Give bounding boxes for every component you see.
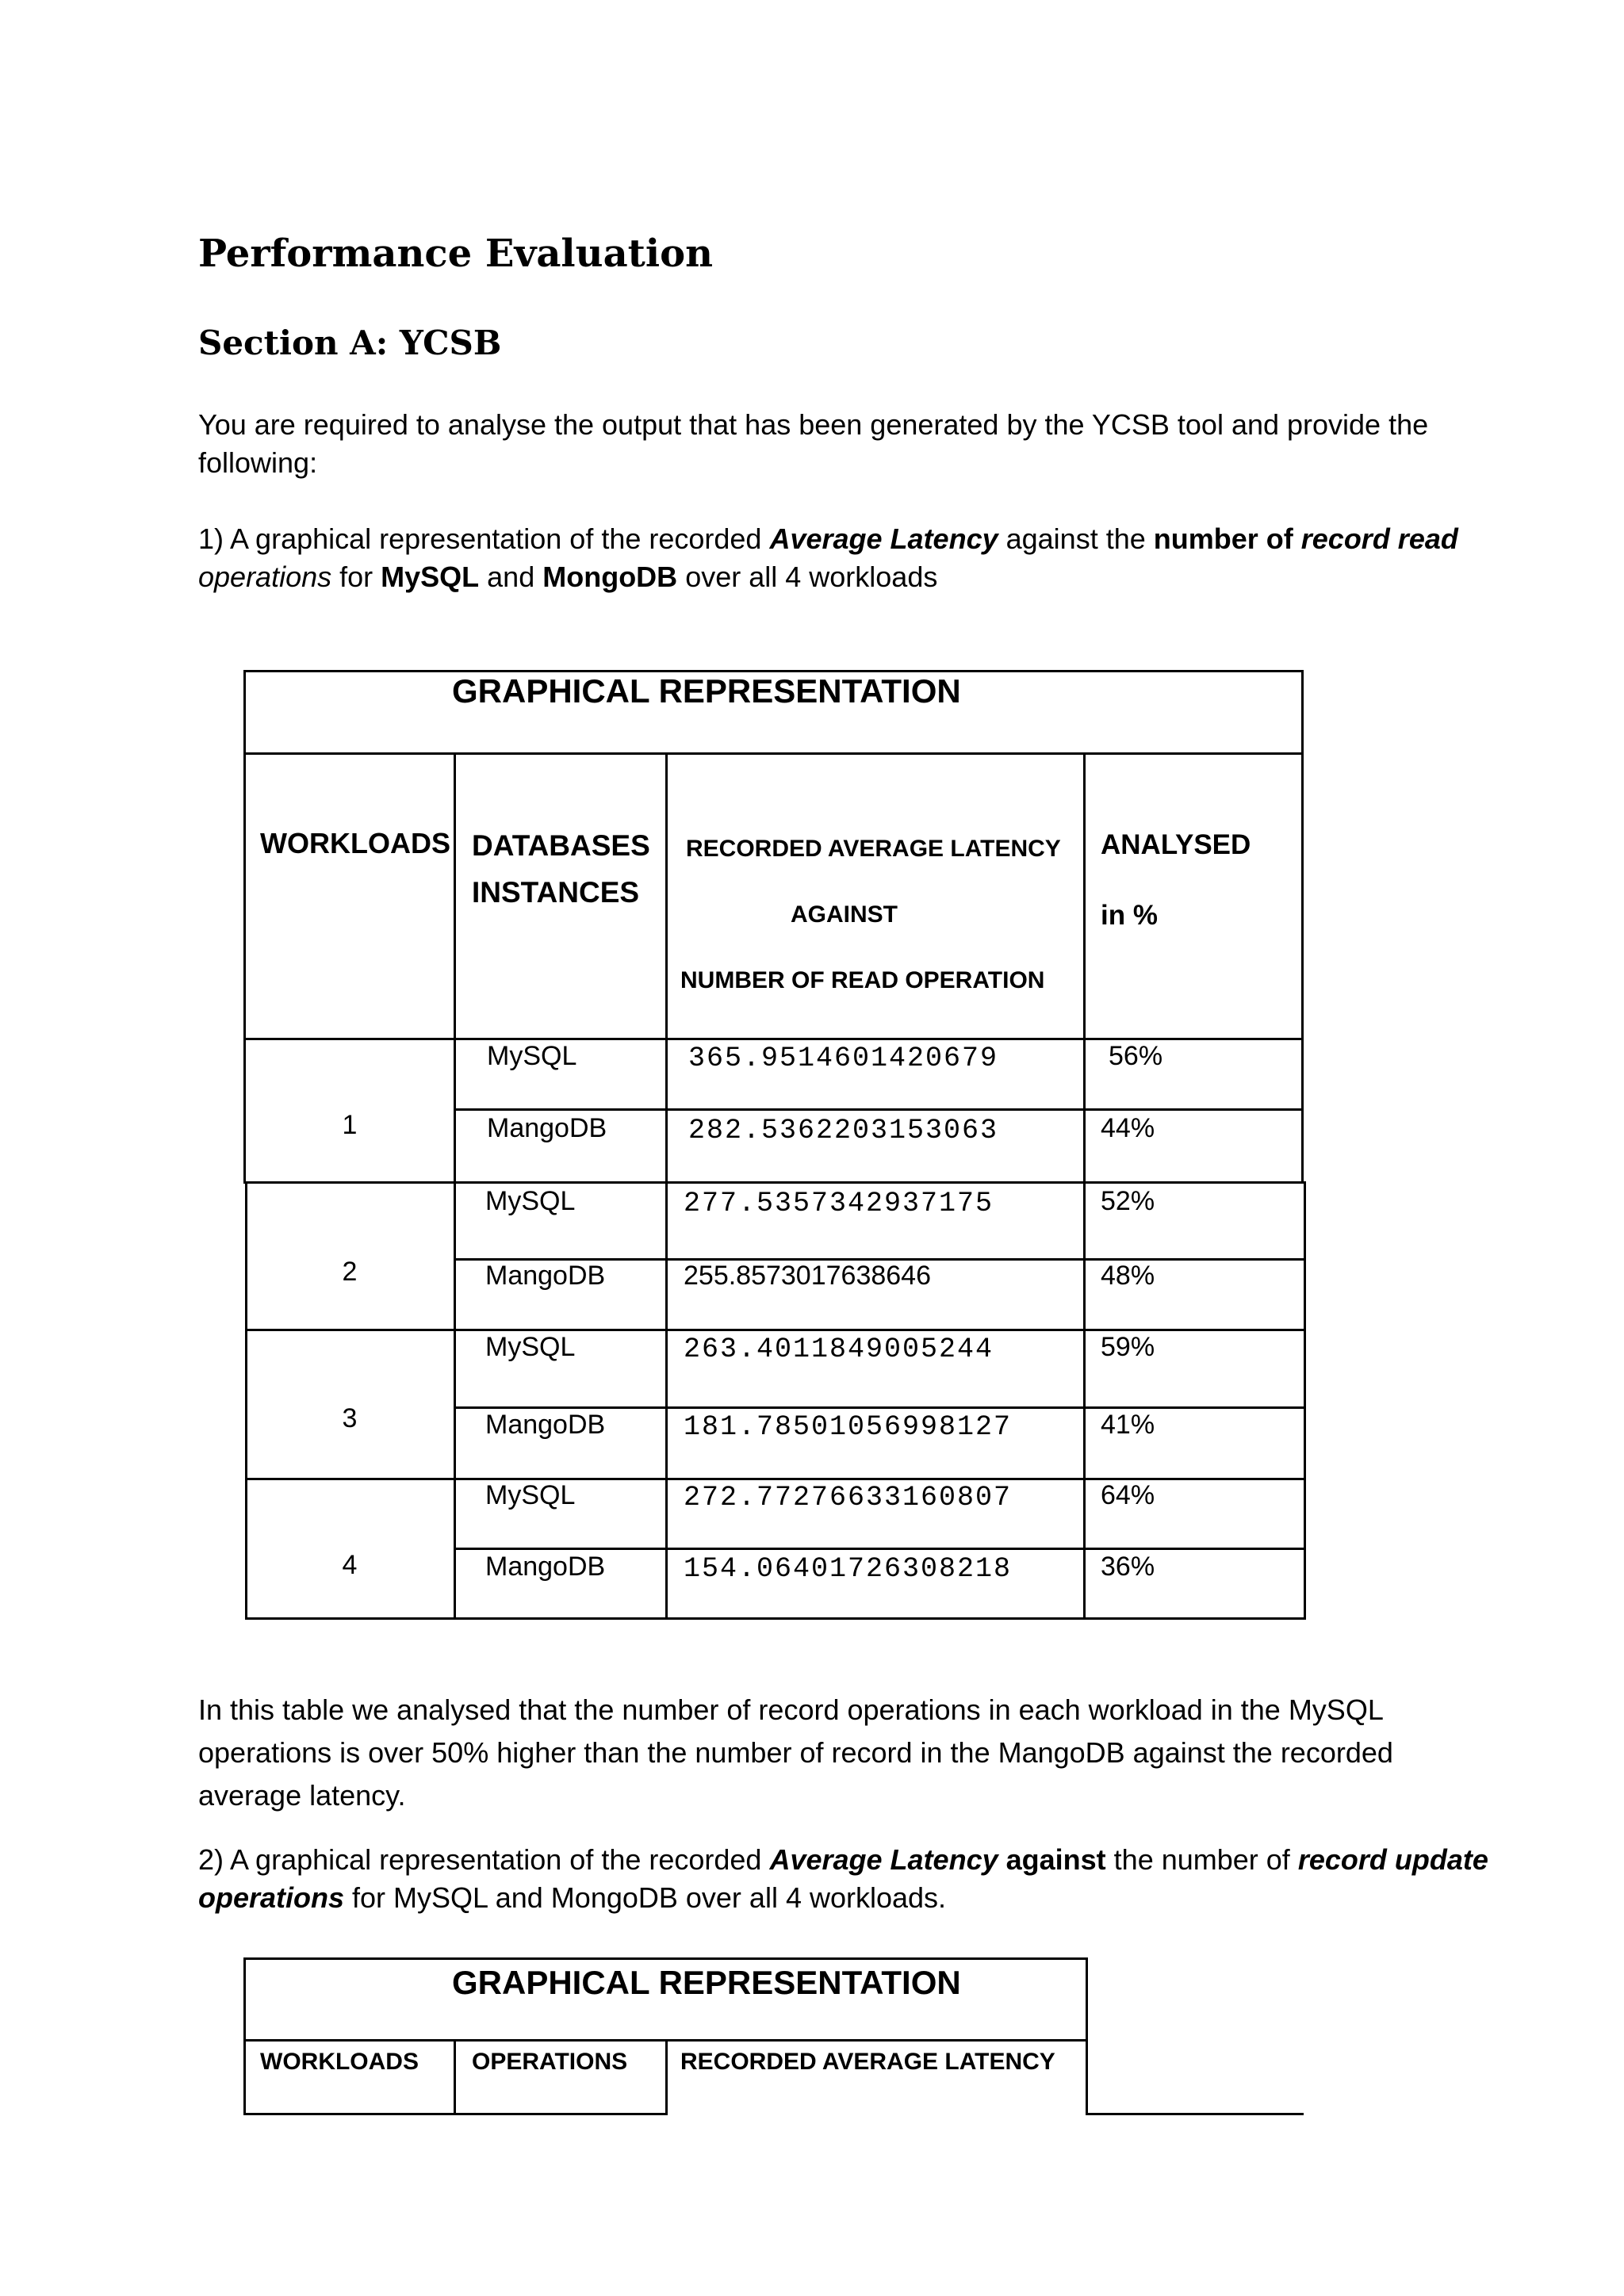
column-header-databases: DATABASES	[472, 829, 650, 862]
text-run: 1) A graphical representation of the recorded	[198, 522, 770, 555]
table-rule	[454, 2039, 456, 2115]
text-run: 2) A graphical representation of the recorded	[198, 1843, 770, 1876]
analysis-paragraph	[198, 1689, 1507, 1817]
text-run: and	[479, 561, 543, 593]
analysis-line: In this table we analysed that the number of record operations in each workload in the MySQL	[198, 1693, 1384, 1726]
question-2-line-1	[198, 1841, 1546, 1879]
percent-value: 36%	[1101, 1552, 1155, 1582]
workload-number: 2	[342, 1257, 358, 1287]
emphasis-average-latency: Average Latency	[769, 522, 998, 555]
column-header-percent: in %	[1101, 900, 1158, 931]
table-rule	[665, 752, 668, 1620]
database-name: MySQL	[487, 1041, 577, 1071]
column-header-instances: INSTANCES	[472, 876, 640, 909]
emphasis-record-update: record update	[1297, 1843, 1488, 1876]
database-name: MySQL	[485, 1332, 576, 1362]
database-name: MySQL	[485, 1480, 576, 1510]
table-rule	[454, 1108, 1304, 1111]
percent-value: 56%	[1109, 1041, 1163, 1071]
analysis-line: operations is over 50% higher than the number of record in the MangoDB against the recorded	[198, 1736, 1393, 1769]
table-rule	[665, 2039, 668, 2115]
text-run: for	[331, 561, 381, 593]
latency-value: 272.77276633160807	[684, 1482, 1013, 1513]
emphasis-average-latency: Average Latency	[769, 1843, 998, 1876]
intro-line: You are required to analyse the output that has been generated by the YCSB tool and provide the	[198, 408, 1429, 441]
analysis-line: average latency.	[198, 1779, 406, 1812]
percent-value: 48%	[1101, 1261, 1155, 1291]
workload-number: 1	[342, 1110, 358, 1140]
latency-value: 263.4011849005244	[684, 1334, 994, 1365]
percent-value: 44%	[1101, 1113, 1155, 1143]
latency-value: 255.8573017638646	[684, 1261, 931, 1291]
text-run	[998, 1843, 1006, 1876]
intro-line: following:	[198, 446, 318, 479]
column-header-operations: OPERATIONS	[472, 2049, 628, 2075]
page-title: Performance Evaluation	[198, 232, 713, 276]
latency-value: 181.78501056998127	[684, 1411, 1013, 1443]
column-header-latency: RECORDED AVERAGE LATENCY	[686, 836, 1061, 862]
emphasis-operations: operations	[198, 561, 332, 593]
workload-number: 4	[342, 1550, 358, 1580]
table-rule	[1083, 752, 1086, 1620]
percent-value: 64%	[1101, 1480, 1155, 1510]
table-rule	[1304, 1181, 1306, 1620]
table-rule	[243, 1957, 246, 2115]
text-run: over all 4 workloads	[677, 561, 938, 593]
percent-value: 59%	[1101, 1332, 1155, 1362]
question-2-line-2	[198, 1879, 1546, 1917]
emphasis-mysql: MySQL	[381, 561, 480, 593]
table-rule	[243, 2039, 1088, 2042]
table-rule	[243, 670, 246, 1183]
emphasis-mongodb: MongoDB	[542, 561, 678, 593]
question-2	[198, 1841, 1546, 1917]
latency-value: 365.9514601420679	[688, 1043, 999, 1074]
table-title: GRAPHICAL REPRESENTATION	[452, 672, 961, 710]
table-rule	[454, 1548, 1306, 1550]
table-rule	[454, 752, 456, 1620]
table-rule	[1301, 670, 1304, 1183]
latency-value: 277.5357342937175	[684, 1188, 994, 1219]
database-name: MySQL	[485, 1186, 576, 1216]
text-run: the number of	[1105, 1843, 1298, 1876]
column-header-workloads: WORKLOADS	[260, 827, 450, 859]
table-rule	[243, 1181, 1306, 1184]
table-rule	[243, 1957, 1088, 1960]
emphasis-operations: operations	[198, 1881, 345, 1914]
emphasis-against: against	[1005, 1843, 1106, 1876]
table-title: GRAPHICAL REPRESENTATION	[452, 1964, 961, 2001]
table-rule	[243, 2113, 668, 2115]
column-header-against: AGAINST	[791, 901, 898, 928]
text-run: for MySQL and MongoDB over all 4 workloads.	[344, 1881, 947, 1914]
database-name: MangoDB	[485, 1261, 606, 1291]
column-header-analysed: ANALYSED	[1101, 829, 1251, 860]
database-name: MangoDB	[485, 1552, 606, 1582]
table-rule	[1086, 1957, 1088, 2115]
table-rule	[243, 752, 1304, 755]
table-rule	[454, 1406, 1306, 1409]
workload-number: 3	[342, 1403, 358, 1433]
emphasis-record-read: record read	[1300, 522, 1458, 555]
table-rule	[245, 1617, 1306, 1620]
table-rule	[243, 1038, 1304, 1040]
table-rule	[245, 1329, 1306, 1331]
section-heading: Section A: YCSB	[198, 323, 502, 362]
table-rule	[1086, 2113, 1304, 2115]
percent-value: 52%	[1101, 1186, 1155, 1216]
database-name: MangoDB	[487, 1113, 607, 1143]
text-run: against the	[998, 522, 1154, 555]
latency-value: 282.5362203153063	[688, 1115, 999, 1146]
percent-value: 41%	[1101, 1410, 1155, 1440]
latency-value: 154.06401726308218	[684, 1553, 1013, 1585]
column-header-workloads: WORKLOADS	[260, 2049, 419, 2075]
column-header-latency: RECORDED AVERAGE LATENCY	[680, 2049, 1055, 2075]
emphasis-number-of: number of	[1153, 522, 1293, 555]
database-name: MangoDB	[485, 1410, 606, 1440]
column-header-read-operation: NUMBER OF READ OPERATION	[680, 967, 1045, 993]
